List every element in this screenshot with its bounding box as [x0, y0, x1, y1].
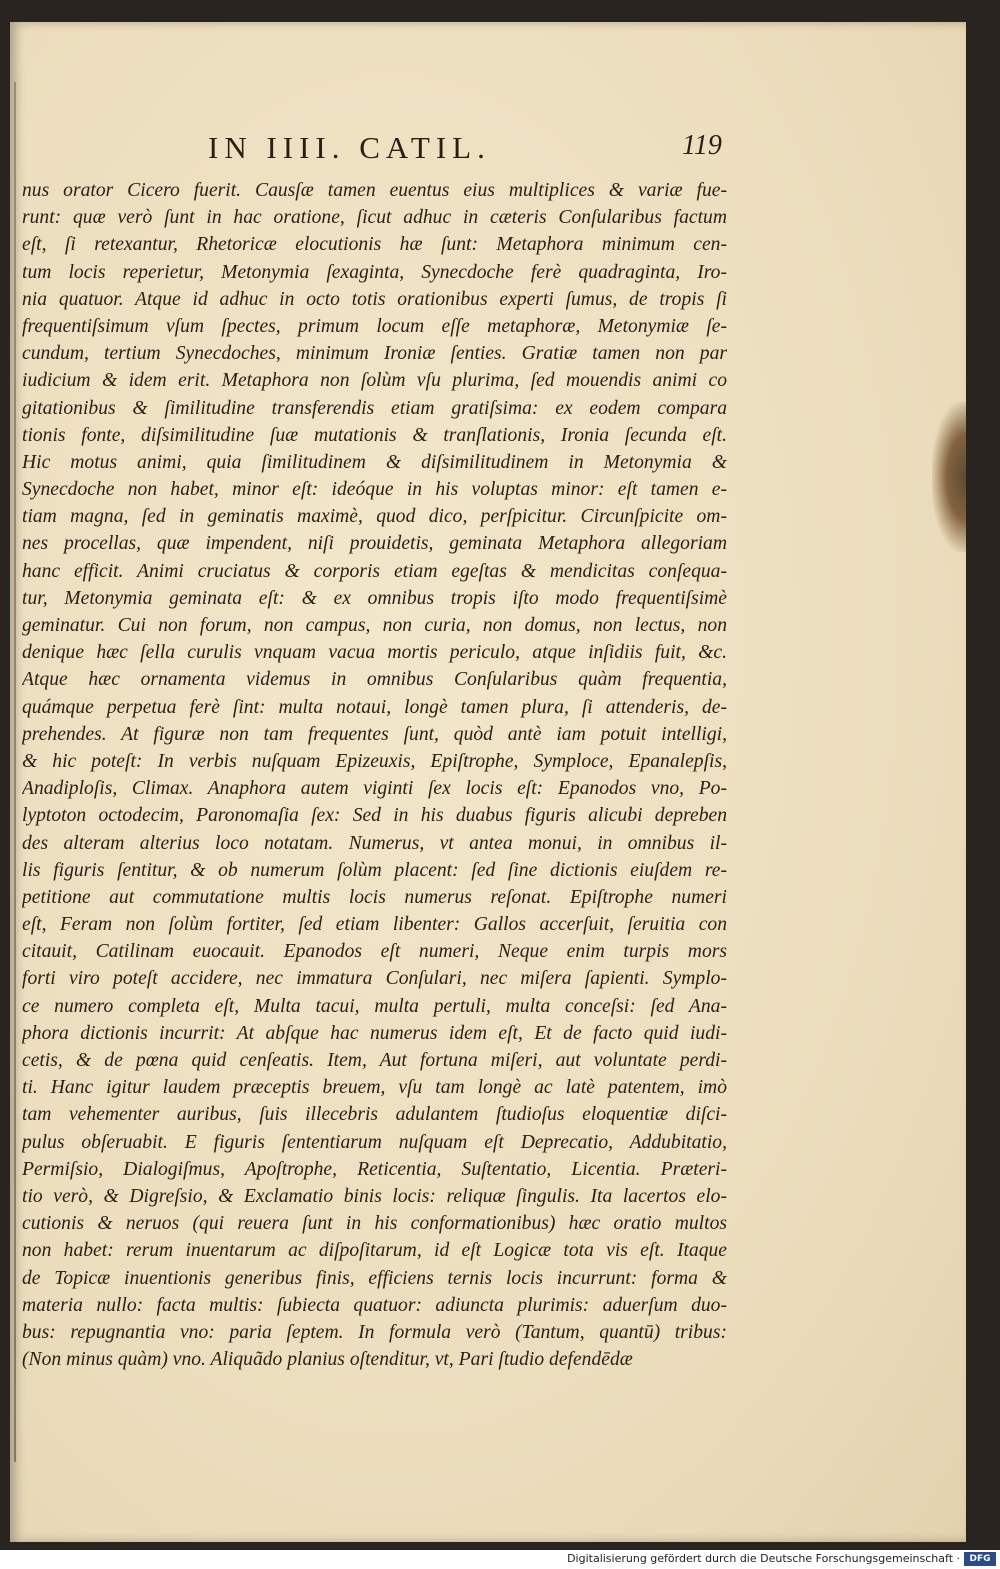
body-text [22, 177, 727, 1373]
text-line: (Non minus quàm) vno. Aliquãdo planius oſtenditur, vt, Pari ſtudio defendēdæ [22, 1349, 633, 1371]
text-line: Permiſsio, Dialogiſmus, Apoſtrophe, Reticentia, Suſtentatio, Licentia. Præteri- [22, 1158, 727, 1180]
text-line: quámque perpetua ferè ſint: multa notaui, longè tamen plura, ſi attenderis, de- [22, 696, 727, 718]
text-line: forti viro poteſt accidere, nec immatura Conſulari, nec miſera ſapienti. Symplo- [22, 968, 727, 990]
text-line: eſt, Feram non ſolùm fortiter, ſed etiam libenter: Gallos accerſuit, ſeruitia con [22, 914, 727, 936]
text-line: tiam magna, ſed in geminatis maximè, quod dico, perſpicitur. Circunſpicite om- [22, 506, 727, 528]
text-line: materia nullo: facta multis: ſubiecta quatuor: adiuncta plurimis: aduerſum duo- [22, 1294, 727, 1316]
text-line: tum locis reperietur, Metonymia ſexaginta, Synecdoche ferè quadraginta, Iro- [22, 261, 727, 283]
text-line: ti. Hanc igitur laudem præceptis breuem, vſu tam longè ac latè patentem, imò [22, 1077, 727, 1099]
text-line: non habet: rerum inuentarum ac diſpoſitarum, id eſt Logicæ tota vis eſt. Itaque [22, 1240, 727, 1262]
text-line: tionis fonte, diſsimilitudine ſuæ mutationis & tranſlationis, Ironia ſecunda eſt. [22, 424, 727, 446]
text-line: pulus obſeruabit. E figuris ſententiarum nuſquam eſt Deprecatio, Addubitatio, [22, 1131, 727, 1153]
text-line: petitione aut commutatione multis locis numerus reſonat. Epiſtrophe numeri [22, 886, 727, 908]
gutter-shadow [14, 82, 16, 1462]
text-line: phora dictionis incurrit: At abſque hac numerus idem eſt, Et de facto quid iudi- [22, 1022, 727, 1044]
text-line: Synecdoche non habet, minor eſt: ideóque in his voluptas minor: eſt tamen e- [22, 479, 727, 501]
text-line: eſt, ſi retexantur, Rhetoricæ elocutionis hæ ſunt: Metaphora minimum cen- [22, 234, 727, 256]
dfg-logo: DFG [964, 1552, 996, 1566]
book-page [10, 22, 966, 1542]
page-edge-stain [932, 402, 966, 552]
text-line: iudicium & idem erit. Metaphora non ſolùm vſu plurima, ſed mouendis animi co [22, 370, 727, 392]
text-line: de Topicæ inuentionis generibus finis, efficiens ternis locis incurrunt: forma & [22, 1267, 727, 1289]
text-line: prehendes. At figuræ non tam frequentes ſunt, quòd antè iam potuit intelligi, [22, 723, 727, 745]
footer-bar [0, 1550, 1000, 1569]
text-line: Anadiploſis, Climax. Anaphora autem viginti ſex locis eſt: Epanodos vno, Po- [22, 778, 727, 800]
text-line: tio verò, & Digreſsio, & Exclamatio binis locis: reliquæ ſingulis. Ita lacertos elo- [22, 1185, 727, 1207]
text-line: bus: repugnantia vno: paria ſeptem. In formula verò (Tantum, quantū) tribus: [22, 1321, 727, 1343]
text-line: des alteram alterius loco notatam. Numerus, vt antea monui, in omnibus il- [22, 832, 727, 854]
text-line: citauit, Catilinam euocauit. Epanodos eſt numeri, Neque enim turpis mors [22, 941, 727, 963]
text-line: cutionis & neruos (qui reuera ſunt in his conformationibus) hæc oratio multos [22, 1213, 727, 1235]
text-line: cundum, tertium Synecdoches, minimum Ironiæ ſenties. Gratiæ tamen non par [22, 343, 727, 365]
text-line: Atque hæc ornamenta videmus in omnibus Conſularibus quàm frequentia, [22, 669, 727, 691]
text-line: tam vehementer auribus, ſuis illecebris adulantem ſtudioſus eloquentiæ diſci- [22, 1104, 727, 1126]
text-line: nia quatuor. Atque id adhuc in octo totis orationibus experti ſumus, de tropis ſi [22, 288, 727, 310]
text-line: & hic poteſt: In verbis nuſquam Epizeuxis, Epiſtrophe, Symploce, Epanalepſis, [22, 750, 727, 772]
text-line: frequentiſsimum vſum ſpectes, primum locum eſſe metaphoræ, Metonymiæ ſe- [22, 315, 727, 337]
text-line: lyptoton octodecim, Paronomaſia ſex: Sed in his duabus figuris alicubi depreben [22, 805, 727, 827]
text-line: gitationibus & ſimilitudine transferendis etiam gratiſsima: ex eodem compara [22, 397, 727, 419]
text-line: lis figuris ſentitur, & ob numerum ſolùm placent: ſed ſine dictionis eiuſdem re- [22, 859, 727, 881]
text-line: nes procellas, quæ impendent, niſi prouidetis, geminata Metaphora allegoriam [22, 533, 727, 555]
text-line: tur, Metonymia geminata eſt: & ex omnibus tropis iſto modo frequentiſsimè [22, 587, 727, 609]
text-line: hanc efficit. Animi cruciatus & corporis etiam egeſtas & mendicitas conſequa- [22, 560, 727, 582]
text-line: ce numero completa eſt, Multa tacui, multa pertuli, multa conceſsi: ſed Ana- [22, 995, 727, 1017]
text-line: Hic motus animi, quia ſimilitudinem & diſsimilitudinem in Metonymia & [22, 451, 727, 473]
text-line: denique hæc ſella curulis vnquam vacua mortis periculo, atque inſidiis fuit, &c. [22, 642, 727, 664]
text-line: cetis, & de pœna quid cenſeatis. Item, Aut fortuna miſeri, aut voluntate perdi- [22, 1050, 727, 1071]
text-line: geminatur. Cui non forum, non campus, non curia, non domus, non lectus, non [22, 615, 727, 636]
funding-credit: Digitalisierung gefördert durch die Deutsche Forschungsgemeinschaft · [567, 1552, 960, 1565]
running-head: IN IIII. CATIL. [208, 130, 491, 165]
text-line: nus orator Cicero fuerit. Causſæ tamen euentus eius multiplices & variæ fue- [22, 180, 727, 201]
text-line: runt: quæ verò ſunt in hac oratione, ſicut adhuc in cæteris Conſularibus factum [22, 207, 727, 229]
page-header [10, 130, 966, 170]
page-number: 119 [682, 130, 722, 161]
